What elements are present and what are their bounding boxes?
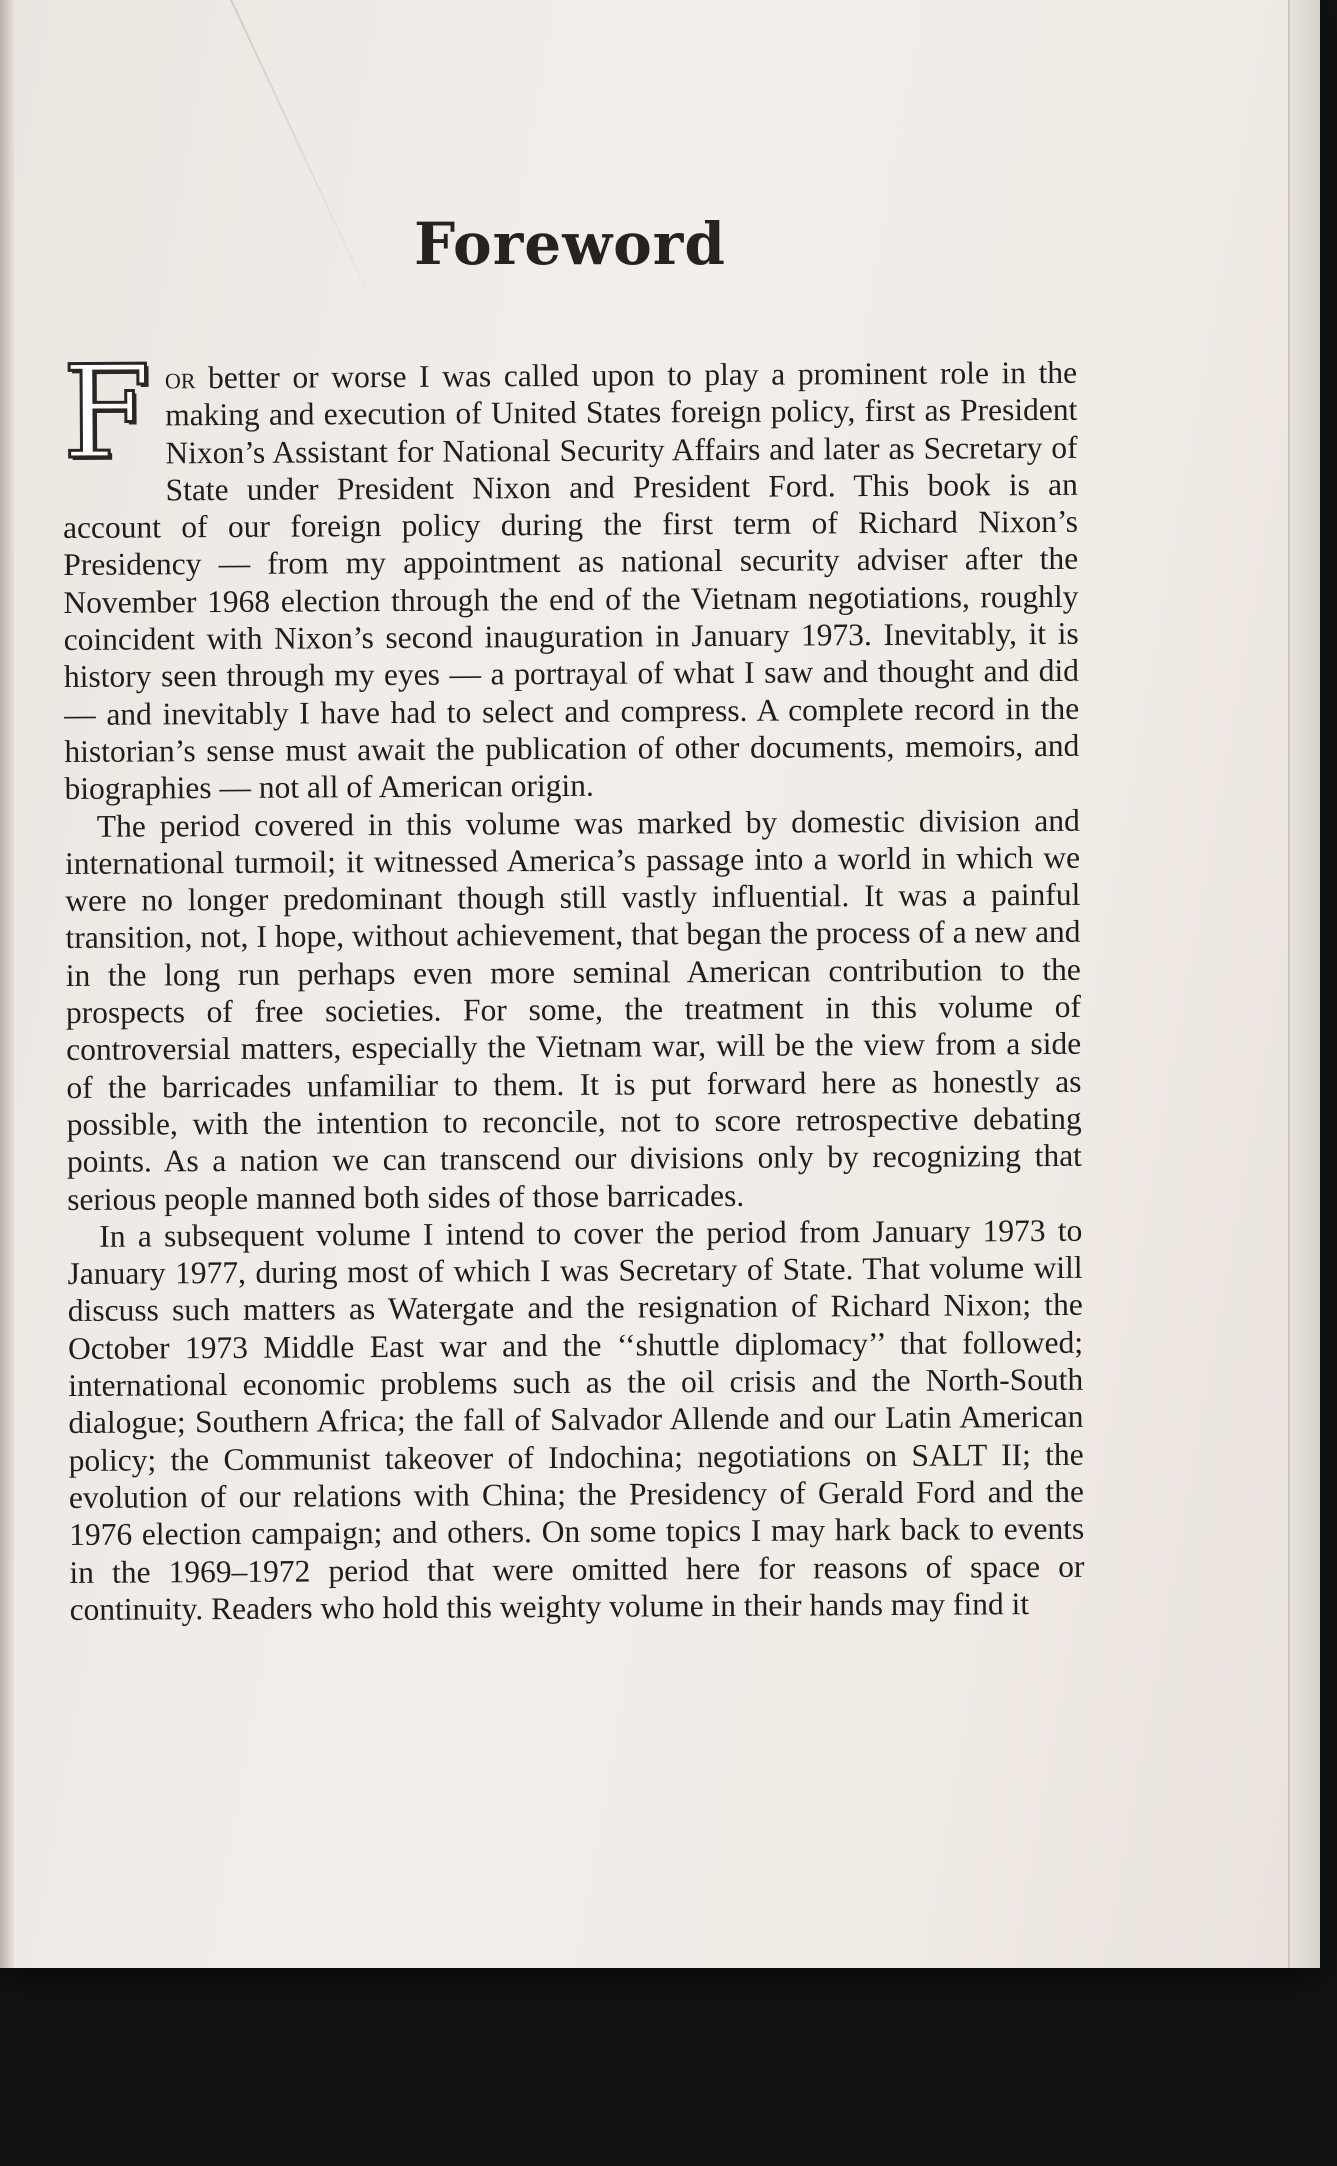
- body-text: [61, 338, 1085, 1628]
- page-binding-shadow: [0, 0, 14, 1968]
- page-right-edge: [1288, 0, 1320, 1968]
- paragraph-2: The period covered in this volume was marked by domestic division and international turmoil; it witnessed America’s passage into a world in which we were no longer predominant though still vastly influential. It was a painful transition, not, I hope, without achievement, that began the process of a new and in the long run perhaps even more seminal American contribution to the prospects of free societies. For some, the treatment in this volume of controversial matters, especially the Vietnam war, will be the view from a side of the barricades unfamiliar to them. It is put forward here as honestly as possible, with the intention to reconcile, not to score retrospective debating points. As a nation we can transcend our divisions only by recognizing that serious people manned both sides of those barricades.: [64, 802, 1082, 1217]
- paragraph-3: In a subsequent volume I intend to cover the period from January 1973 to January 1977, during most of which I was Secretary of State. That volume will discuss such matters as Watergate and the resignation of Richard Nixon; the October 1973 Middle East war and the ‘‘shuttle diplomacy’’ that followed; international economic problems such as the oil crisis and the North-South dialogue; Southern Africa; the fall of Salvador Allende and our Latin American policy; the Communist takeover of Indochina; negotiations on SALT II; the evolution of our relations with China; the Presidency of Gerald Ford and the 1976 election campaign; and others. On some topics I may hark back to events in the 1969–1972 period that were omitted here for reasons of space or continuity. Readers who hold this weighty volume in their hands may find it: [67, 1212, 1085, 1627]
- paragraph-1-text: better or worse I was called upon to play a prominent role in the making and execution of United States foreign policy, first as President Nixon’s Assistant for National Security Affairs and later as Secretary of State under President Nixon and President Ford. This book is an account of our foreign policy during the first term of Richard Nixon’s Presidency — from my appointment as national security adviser after the November 1968 election through the end of the Vietnam negotiations, roughly coincident with Nixon’s second inauguration in January 1973. Inevitably, it is history seen through my eyes — a portrayal of what I saw and thought and did — and inevitably I have had to select and compress. A complete record in the historian’s sense must await the publication of other documents, memoirs, and biographies — not all of American origin.: [62, 354, 1080, 807]
- lead-small-caps: or: [164, 360, 196, 396]
- drop-cap-letter: F: [61, 338, 152, 488]
- chapter-heading: Foreword: [414, 210, 726, 278]
- paragraph-1: [61, 338, 1080, 808]
